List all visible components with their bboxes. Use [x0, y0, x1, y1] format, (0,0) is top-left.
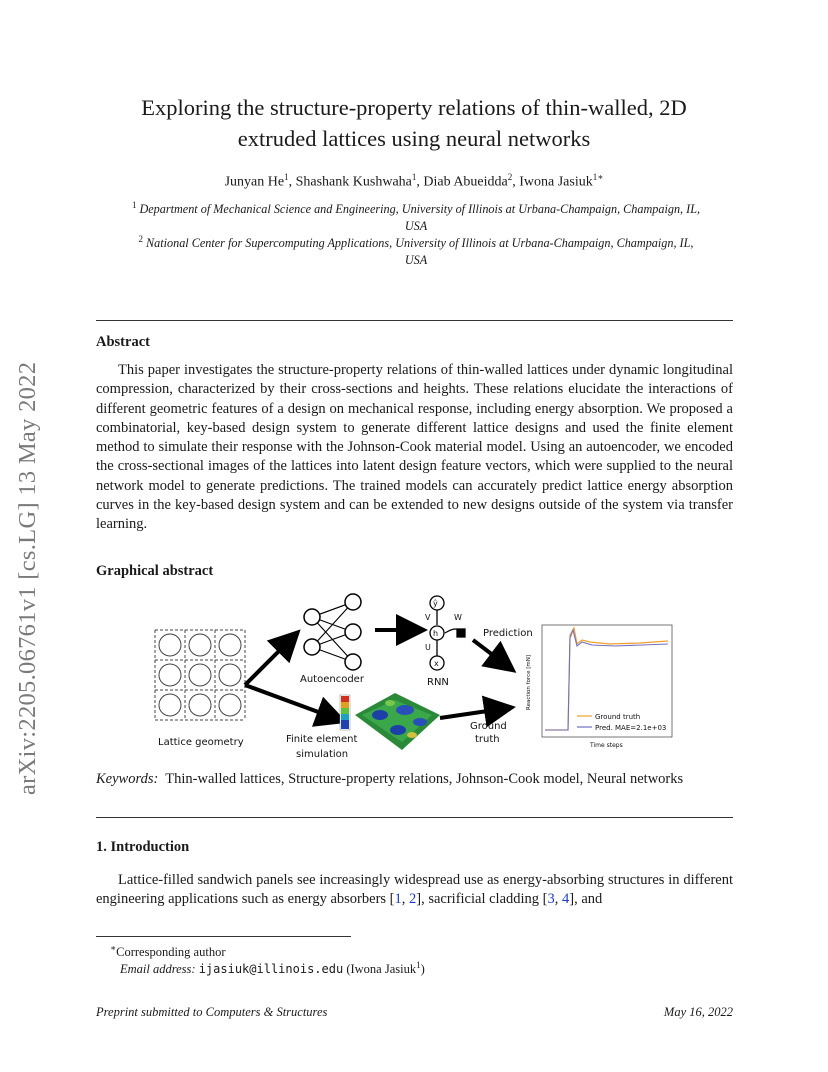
- citation-link[interactable]: 2: [409, 891, 417, 908]
- abstract-heading: Abstract: [96, 334, 150, 350]
- rnn-edge-v: V: [425, 613, 431, 622]
- affiliation-2: [96, 231, 736, 269]
- keywords-text: Thin-walled lattices, Structure-property relations, Johnson-Cook model, Neural networks: [165, 771, 684, 787]
- autoencoder-icon: [304, 594, 361, 670]
- affiliation-text-cont: USA: [404, 219, 428, 234]
- email-close: ): [420, 962, 425, 977]
- footnote-email: [120, 957, 720, 978]
- author: Junyan He: [224, 174, 285, 190]
- author: Shashank Kushwaha: [295, 174, 412, 190]
- divider: [96, 320, 733, 321]
- divider: [96, 817, 733, 818]
- lattice-geometry-icon: [155, 630, 245, 720]
- graphical-abstract-figure: [140, 590, 680, 765]
- intro-text: ], and: [569, 891, 603, 908]
- arrow-ground-truth: [440, 708, 508, 718]
- keywords-label: Keywords:: [96, 771, 159, 787]
- ground-truth-label-line2: truth: [475, 734, 500, 745]
- rnn-node-x: x: [434, 659, 439, 668]
- author-sup: 1: [411, 172, 417, 182]
- fe-label-line1: Finite element: [286, 734, 358, 745]
- rnn-edge-u: U: [425, 643, 431, 652]
- email-sup: 1: [416, 960, 421, 970]
- affiliation-sup: 2: [138, 234, 144, 244]
- autoencoder-label: Autoencoder: [300, 674, 364, 685]
- citation-link[interactable]: 4: [562, 891, 570, 908]
- paper-title: [0, 92, 828, 154]
- footnote-rule: [96, 936, 351, 937]
- email-address[interactable]: ijasiuk@illinois.edu: [198, 962, 344, 977]
- prediction-label: Prediction: [483, 628, 533, 639]
- author-sup: 2: [507, 172, 513, 182]
- fe-label-line2: simulation: [296, 749, 349, 760]
- ground-truth-label-line1: Ground: [470, 721, 507, 732]
- chart-xlabel: Time steps: [590, 742, 623, 749]
- intro-sep: ,: [554, 891, 562, 908]
- intro-text: Lattice-filled sandwich panels see increasingly widespread use as energy-absorbing structures in different engineering applications such as energy absorbers [: [96, 872, 733, 908]
- citation-link[interactable]: 1: [394, 891, 402, 908]
- force-time-chart: [526, 625, 672, 749]
- email-owner: (Iwona Jasiuk: [346, 962, 417, 977]
- lattice-label: Lattice geometry: [158, 737, 244, 748]
- arrow-prediction: [473, 640, 510, 668]
- rnn-label: RNN: [427, 677, 449, 688]
- rnn-edge-w: W: [454, 613, 462, 622]
- chart-ylabel: Reaction force [mN]: [526, 655, 532, 710]
- author-sup: 1: [284, 172, 289, 182]
- author: Iwona Jasiuk: [519, 174, 593, 190]
- citation-link[interactable]: 3: [547, 891, 555, 908]
- introduction-body: [96, 871, 733, 910]
- abstract-body: [96, 361, 733, 535]
- title-line-1: Exploring the structure-property relations of thin-walled, 2D: [141, 95, 687, 120]
- author-sup: 1∗: [592, 172, 604, 182]
- keywords: [96, 770, 733, 789]
- rnn-node-h: h: [433, 629, 439, 638]
- affiliation-text-cont: USA: [404, 253, 428, 268]
- affiliation-text: National Center for Supercomputing Applications, University of Illinois at Urbana-Champaign, Champaign, IL,: [146, 236, 694, 251]
- arrow-to-autoencoder: [245, 635, 295, 685]
- rnn-node-y: ŷ: [433, 599, 438, 608]
- introduction-heading: 1. Introduction: [96, 839, 190, 855]
- email-label: Email address:: [120, 962, 196, 977]
- legend-ground-truth: Ground truth: [595, 713, 641, 721]
- intro-text: ], sacrificial cladding [: [416, 891, 548, 908]
- footnote-text: Corresponding author: [116, 945, 226, 960]
- abstract-text: This paper investigates the structure-property relations of thin-walled lattices under dynamic longitudinal compression, characterized by their cross-sections and heights. These relations elucidate the interactions of different geometric features of a design on mechanical response, including energy absorption. We proposed a combinatorial, key-based design system to generate different lattice designs and used the finite element method to simulate their response with the Johnson-Cook material model. Using an autoencoder, we encoded the cross-sectional images of the lattices into latent design feature vectors, which were supplied to the neural network model to generate predictions. The trained models can accurately predict lattice energy absorption curves in the key-based design system and can be extended to new designs outside of the system via transfer learning.: [96, 362, 733, 533]
- author-list: Junyan He$^1$, Shashank Kushwaha$^1$, Diab Abueidda$^2$, Iwona Jasiuk$^{1∗}$: [224, 172, 604, 190]
- affiliation-text: Department of Mechanical Science and Engineering, University of Illinois at Urbana-Champaign, Champaign, IL,: [139, 202, 701, 217]
- author: Diab Abueidda: [423, 174, 508, 190]
- legend-prediction: Pred. MAE=2.1e+03: [595, 724, 667, 732]
- footnote-mark: ∗: [110, 943, 117, 953]
- graphical-abstract-heading: Graphical abstract: [96, 563, 214, 579]
- affiliation-sup: 1: [131, 200, 137, 210]
- footer-date: May 16, 2022: [663, 1005, 733, 1019]
- arrow-to-fe: [245, 685, 340, 720]
- footer-preprint: Preprint submitted to Computers & Structures: [96, 1005, 328, 1019]
- title-line-2: extruded lattices using neural networks: [237, 126, 591, 151]
- intro-sep: ,: [401, 891, 409, 908]
- arxiv-stamp: arXiv:2205.06761v1 [cs.LG] 13 May 2022: [14, 361, 41, 795]
- affiliation-1: [96, 197, 736, 235]
